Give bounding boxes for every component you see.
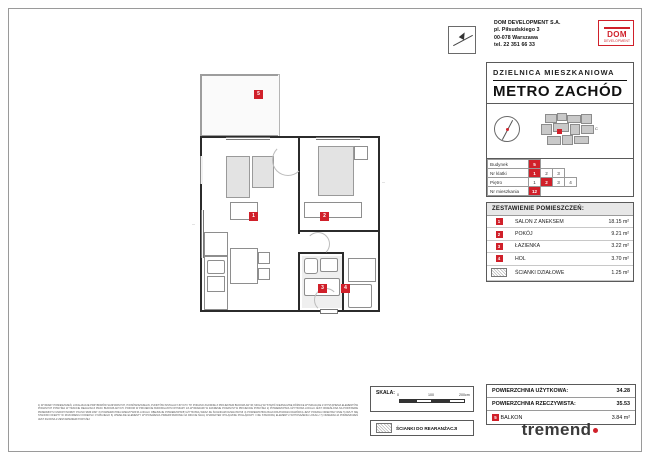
schedule-header: ZESTAWIENIE POMIESZCZEŃ:	[487, 203, 633, 216]
brand-name: tremend	[521, 420, 592, 439]
meta-cell: 4	[565, 178, 577, 187]
estate-subtitle: DZIELNICA MIESZKANIOWA	[493, 68, 615, 77]
location-key-plan	[486, 103, 634, 159]
logo-main-text: DOM	[607, 30, 627, 39]
table-row	[487, 398, 635, 411]
meta-label: Budynek	[488, 160, 529, 169]
company-street: pl. Piłsudskiego 3	[494, 27, 540, 34]
right-info-panel	[486, 62, 634, 282]
hatch-swatch-icon	[376, 423, 392, 433]
meta-cell: 1	[529, 178, 541, 187]
real-area-label: POWIERZCHNIA RZECZYWISTA:	[487, 398, 585, 411]
fridge-unit	[204, 232, 228, 256]
dining-table	[230, 248, 258, 284]
north-arrow-icon	[448, 26, 476, 54]
table-row	[487, 253, 633, 265]
balcony-marker: 5	[492, 414, 499, 421]
company-name: DOM DEVELOPMENT S.A.	[494, 20, 561, 26]
room-number: 4	[487, 253, 511, 265]
room-area: 3.70 m²	[591, 253, 633, 265]
compass-icon	[494, 116, 520, 142]
sink-fixture	[207, 260, 225, 274]
washing-machine	[348, 284, 372, 308]
toilet	[304, 258, 318, 274]
table-row	[488, 169, 634, 178]
hob-fixture	[207, 276, 225, 292]
table-row	[487, 216, 633, 228]
table-row	[488, 160, 634, 169]
room-marker-5: 5	[254, 90, 263, 99]
meta-cell: 3	[553, 169, 565, 178]
sofa	[226, 156, 250, 198]
room-marker-2: 2	[320, 212, 329, 221]
table-row	[487, 228, 633, 240]
balcony-value: 3.84 m²	[611, 414, 630, 421]
meta-cell: 2	[541, 169, 553, 178]
dom-development-logo	[598, 20, 634, 46]
room-marker-3: 3	[318, 284, 327, 293]
room-marker-1: 1	[249, 212, 258, 221]
meta-label: Piętro	[488, 178, 529, 187]
bed	[318, 146, 354, 196]
room-marker-4: 4	[341, 284, 350, 293]
scale-block	[370, 386, 474, 412]
legal-notes: 1) WYMIARY POMIESZCZEŃ, LOKALIZACJE PRZYBORÓW SANITARNYCH, PIONÓW/SZCZELIN, PUNKTÓW INSTALACYJNYCH I TP. PODANO ZGODNIE Z PROJEKTEM BUDOWLANYM; MOGĄ WYSTĄPIĆ NIEZNACZNE RÓŻNICE WYNIKAJĄCE Z WYSTĄPIENIA ELEMENTÓW PODANYCH POWYŻEJ W TRAKCIE REALIZACJI PRAC BUDOWLANYCH. POZIOM W PROJEKCIE BUDOWLANYM WYMIARY ZA WYMIARAMI W ZAKRESIE PODANYM W PROJEKCIE POWYŻEJ 2) POWIERZCHNIA UŻYTKOWA LOKALU JEST OKREŚLONA NA PODSTAWIE PRZEDMIOTU UMOWY/NORMY PN-ISO 9836:1997 3) POWIERZCHNIA RZECZYWISTA LOKALU OBEJMUJE POWIERZCHNIĘ UŻYTKOWĄ WRAZ ZE ŚCIANKAMI DZIAŁOWYMI 4) POWIERZCHNIA BALKONU/TARASU/OGRÓDKA JEST PODANA ORIENTACYJNIE 5) RZUT NIE STANOWI OFERTY W ROZUMIENIU KODEKSU CYWILNEGO 6) WSZELKIE ELEMENTY WYPOSAŻENIA PRZEDSTAWIONE NA RZUCIE MAJĄ CHARAKTER WYŁĄCZNIE POGLĄDOWY I NIE STANOWIĄ ELEMENTU WYPOSAŻENIA LOKALU 7) NUMERACJA POMIESZCZEŃ JEST ZGODNA Z ZESTAWIENIEM POWYŻEJ	[38, 404, 358, 421]
meta-cell: 3	[553, 178, 565, 187]
balcony-label: 5 BALKON	[487, 411, 585, 425]
table-row	[487, 265, 633, 280]
table-row	[488, 178, 634, 187]
brand-dot-icon	[593, 428, 598, 433]
table-row	[488, 187, 634, 196]
nightstand	[354, 146, 368, 160]
door-swing-icon	[272, 144, 304, 176]
logo-sub-text: DEVELOPMENT	[603, 39, 631, 43]
scale-bar	[399, 399, 465, 403]
room-name: POKÓJ	[511, 228, 591, 240]
meta-label: Nr mieszkania	[488, 187, 529, 196]
balcony-area	[200, 74, 280, 138]
dining-chair	[258, 268, 270, 280]
utility-cabinet	[348, 258, 376, 282]
building-meta-table	[486, 159, 634, 197]
entrance-door	[320, 309, 338, 314]
meta-cell: 5	[529, 160, 541, 169]
scale-tick-2: 200cm	[459, 393, 470, 397]
table-row	[487, 240, 633, 252]
rearrangeable-walls-label: ŚCIANKI DO REARANŻACJI	[396, 425, 458, 431]
room-number: 1	[487, 216, 511, 228]
scale-label: SKALA:	[376, 390, 395, 396]
company-city: 00-078 Warszawa	[494, 34, 538, 41]
meta-cell: 2	[541, 178, 553, 187]
meta-label: Nr klatki	[488, 169, 529, 178]
armchair	[252, 156, 274, 188]
meta-cell: 1	[529, 169, 541, 178]
room-area: 9.21 m²	[591, 228, 633, 240]
partition-area: 1.25 m²	[591, 265, 633, 280]
company-block	[494, 20, 634, 56]
site-key-map: C	[527, 110, 627, 154]
real-area-value: 35.53	[585, 398, 635, 411]
room-name: ŁAZIENKA	[511, 240, 591, 252]
partition-label: ŚCIANKI DZIAŁOWE	[511, 265, 591, 280]
estate-title: METRO ZACHÓD	[493, 83, 623, 100]
dimension-label: —	[192, 222, 195, 226]
room-schedule	[486, 202, 634, 282]
usable-area-label: POWIERZCHNIA UŻYTKOWA:	[487, 385, 585, 398]
dimension-label: —	[382, 180, 385, 184]
room-name: SALON Z ANEKSEM	[511, 216, 591, 228]
company-phone: tel. 22 351 66 33	[494, 42, 535, 49]
table-row	[487, 385, 635, 398]
wardrobe	[304, 202, 362, 218]
washbasin	[320, 258, 338, 272]
room-number: 2	[487, 228, 511, 240]
door-swing-icon	[306, 232, 330, 256]
scale-tick-1: 100	[428, 393, 434, 397]
partition-swatch	[487, 265, 511, 280]
dining-chair	[258, 252, 270, 264]
room-area: 18.15 m²	[591, 216, 633, 228]
usable-area-value: 34.28	[585, 385, 635, 398]
room-area: 3.22 m²	[591, 240, 633, 252]
tremend-brand	[486, 418, 634, 442]
room-number: 3	[487, 240, 511, 252]
estate-title-block	[486, 62, 634, 103]
apartment-floor-plan	[186, 60, 396, 350]
meta-cell: 12	[529, 187, 541, 196]
scale-tick-0: 0	[397, 393, 399, 397]
room-name: HOL	[511, 253, 591, 265]
rearrangeable-walls-legend	[370, 420, 474, 436]
